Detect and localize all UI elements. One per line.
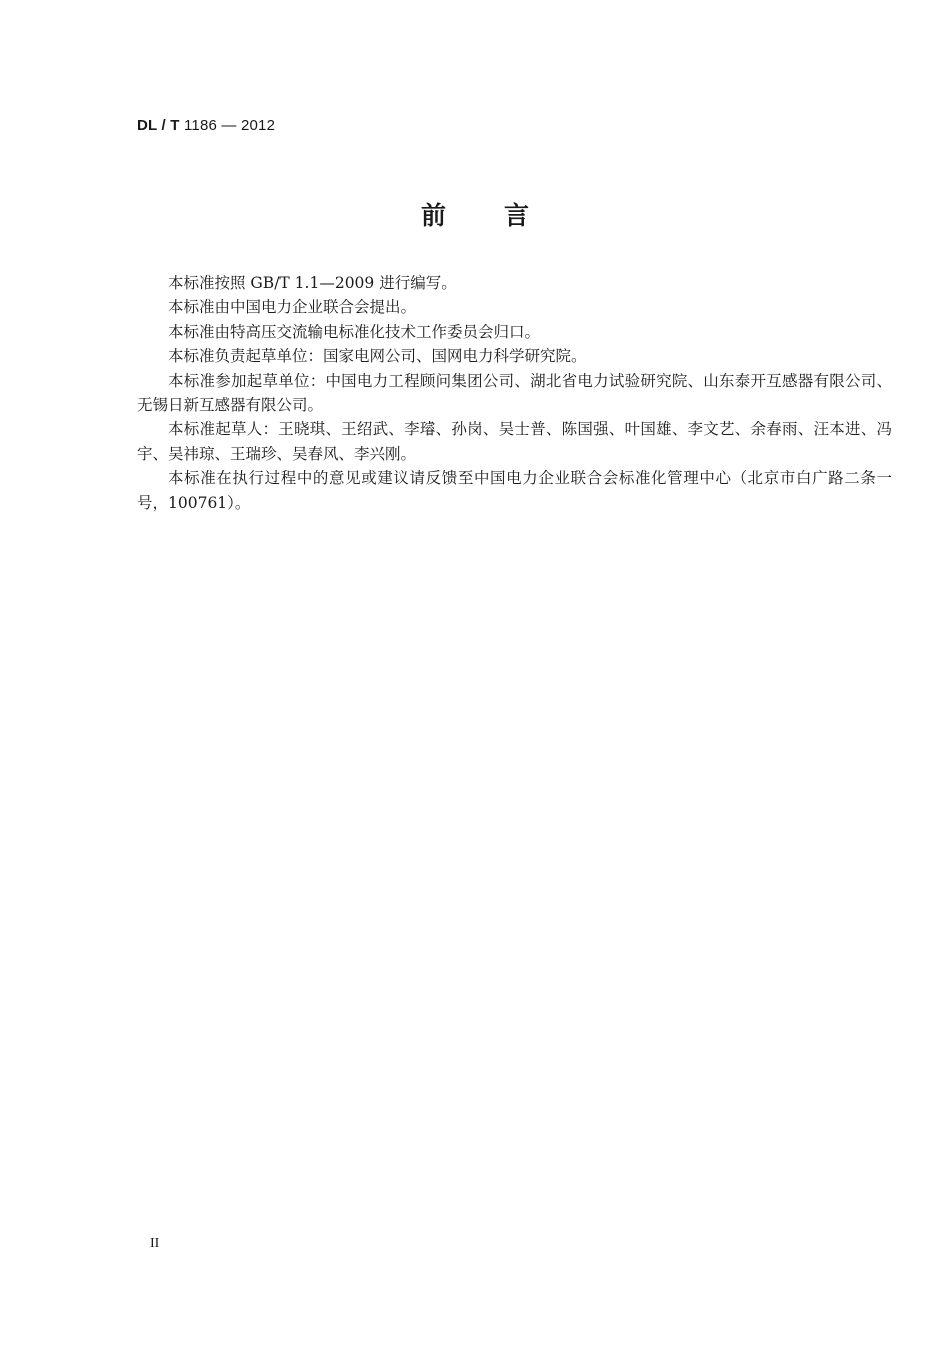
page-number: II: [150, 1236, 160, 1251]
page-title: 前言: [420, 201, 587, 230]
paragraph-committee: 本标准由特高压交流输电标准化技术工作委员会归口。: [168, 322, 541, 341]
standard-year: 1186 — 2012: [183, 117, 276, 134]
paragraph-responsible-drafter: 本标准负责起草单位：国家电网公司、国网电力科学研究院。: [168, 347, 587, 366]
paragraph-participating-drafters: 本标准参加起草单位：中国电力工程顾问集团公司、湖北省电力试验研究院、山东泰开互感器有限公司、无锡日新互感器有限公司。: [137, 371, 892, 415]
standard-code: DL / T: [137, 117, 180, 134]
paragraph-proposer: 本标准由中国电力企业联合会提出。: [168, 298, 417, 317]
standard-number: [137, 117, 275, 134]
paragraph-feedback: 本标准在执行过程中的意见或建议请反馈至中国电力企业联合会标准化管理中心（北京市白广路二条一号，100761）。: [137, 469, 892, 512]
paragraph-drafting-rules: 本标准按照 GB/T 1.1—2009 进行编写。: [168, 274, 457, 292]
paragraph-drafting-persons: 本标准起草人：王晓琪、王绍武、李璿、孙岗、吴士普、陈国强、叶国雄、李文艺、余春雨、汪本进、冯宇、吴祎琼、王瑞珍、吴春风、李兴刚。: [137, 420, 892, 463]
foreword-body: [137, 271, 892, 515]
